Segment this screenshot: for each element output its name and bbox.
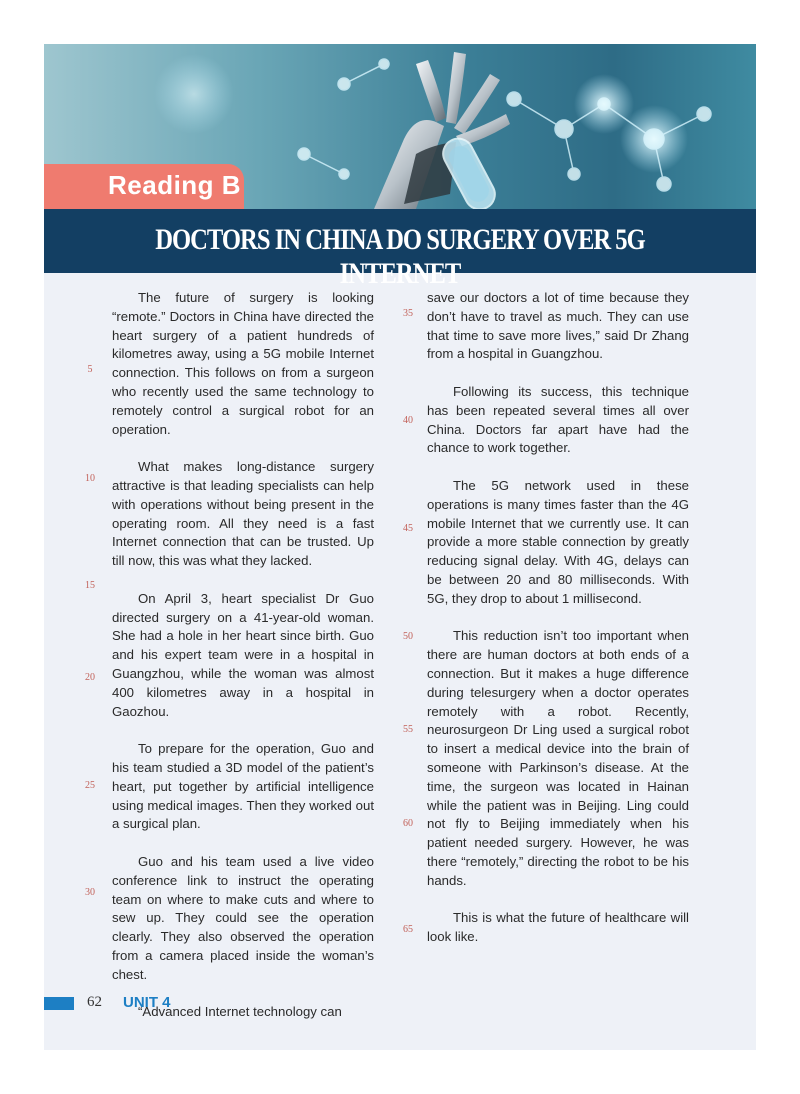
unit-label: UNIT 4 (123, 994, 171, 1011)
paragraph: The 5G network used in these operations is many times faster than the 4G mobile Internet that we currently use. It can provide a more stable connection by greatly reducing signal delay. With 4G, delays can be between 20 and 80 milliseconds. With 5G, they drop to about 1 millisecond. (427, 477, 689, 606)
line-number: 20 (85, 672, 95, 683)
paragraph: Following its success, this technique has been repeated several times all over China. Doctors far apart have had the chance to work together. (427, 383, 689, 456)
line-number: 65 (403, 924, 413, 935)
footer-accent-bar (44, 997, 74, 1010)
line-number: 30 (85, 887, 95, 898)
line-number: 50 (403, 631, 413, 642)
paragraph: The future of surgery is looking “remote.” Doctors in China have directed the heart surgery of a patient hundreds of kilometres away, using a 5G mobile Internet connection. This follows on from a surgeon who recently used the same technology to remotely control a surgical robot for an operation. (112, 290, 374, 437)
line-number: 5 (87, 364, 93, 375)
paragraph: “Advanced Internet technology can (138, 1004, 342, 1020)
paragraph: Guo and his team used a live video conference link to instruct the operating team on where to make cuts and where to sew up. They could see the operation clearly. They also observed the operation from a camera placed inside the woman’s chest. (112, 853, 374, 982)
reading-label: Reading B (108, 170, 242, 200)
title-bar (44, 209, 756, 290)
right-text-column (427, 289, 689, 966)
paragraph: On April 3, heart specialist Dr Guo directed surgery on a 41-year-old woman. She had a hole in her heart since birth. Guo and his expert team were in a hospital in Guangzhou, while the woman was almost 400 kilometres away in a hospital in Gaozhou. (112, 590, 374, 719)
article-title: DOCTORS IN CHINA DO SURGERY OVER 5G INTERNET (155, 223, 645, 290)
line-number: 55 (403, 724, 413, 735)
paragraph: This reduction isn’t too important when there are human doctors at both ends of a connection. But it makes a huge difference during telesurgery when a doctor operates remotely with a robot. Recently, neurosurgeon Dr Ling used a surgical robot to insert a medical device into the brain of someone with Parkinson’s disease. At the time, the surgeon was located in Hainan while the patient was in Beijing. Ling could not fly to Beijing immediately when his patient needed surgery. However, he was there “remotely,” directing the robot to be his hands. (427, 628, 689, 888)
line-number: 60 (403, 818, 413, 829)
line-number: 35 (403, 308, 413, 319)
paragraph: To prepare for the operation, Guo and his team studied a 3D model of the patient’s heart, put together by artificial intelligence using medical images. Then they worked out a surgical plan. (112, 741, 374, 832)
line-number: 25 (85, 780, 95, 791)
line-number: 15 (85, 580, 95, 591)
line-number: 40 (403, 415, 413, 426)
line-number: 10 (85, 473, 95, 484)
page-number: 62 (87, 994, 102, 1010)
paragraph: What makes long-distance surgery attractive is that leading specialists can help with operations without being present in the operating room. All they need is a fast Internet connection that can be trusted. Up till now, this was what they lacked. (112, 459, 374, 569)
paragraph: save our doctors a lot of time because they don’t have to travel as much. They can use that time to save more lives,” said Dr Zhang from a hospital in Guangzhou. (427, 290, 689, 362)
reading-b-tab (44, 164, 244, 209)
left-text-column (112, 289, 374, 1041)
paragraph: This is what the future of healthcare will look like. (427, 910, 689, 945)
textbook-page (44, 44, 756, 1050)
line-number: 45 (403, 523, 413, 534)
